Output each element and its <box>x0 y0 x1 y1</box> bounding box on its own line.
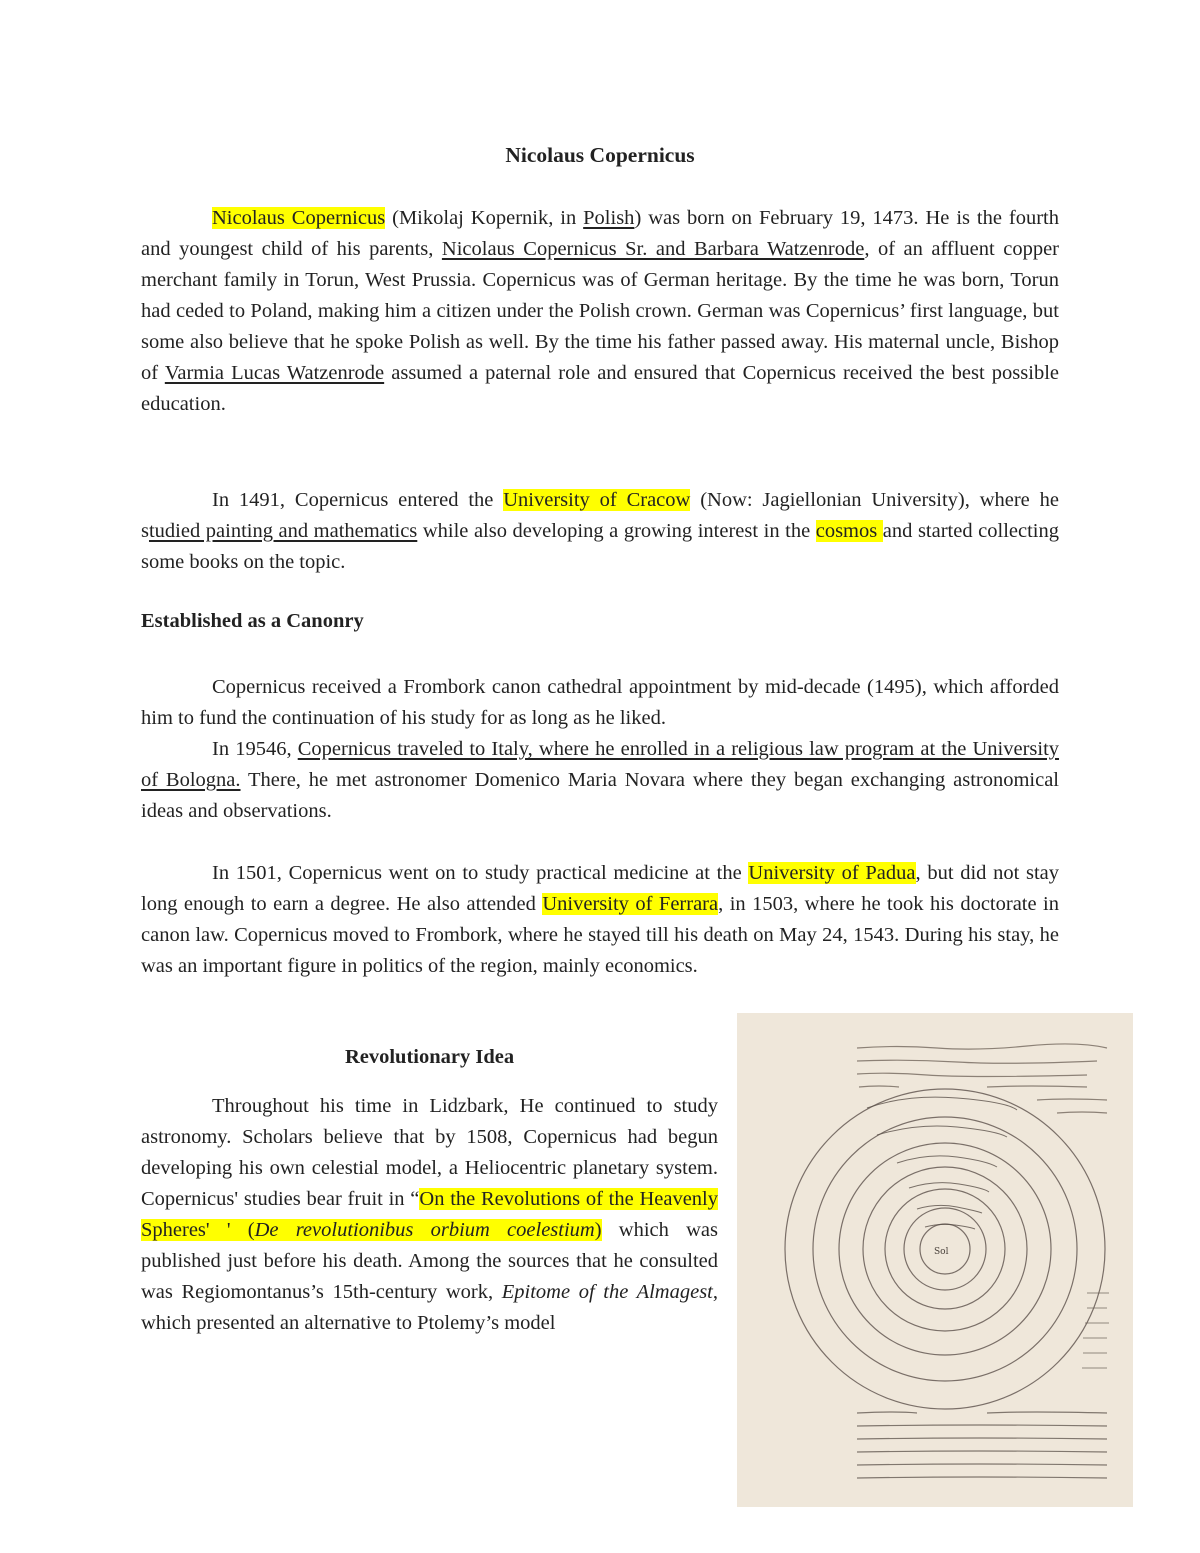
text-span: In 1501, Copernicus went on to study practical medicine at the <box>212 862 749 884</box>
paragraph-padua <box>141 858 1059 982</box>
text-span: In 19546, <box>212 738 298 760</box>
paragraph-canon: Copernicus received a Frombork canon cathedral appointment by mid-decade (1495), which afforded him to fund the continuation of his study for as long as he liked. <box>141 676 1059 729</box>
highlight-cracow: University of Cracow <box>503 489 691 511</box>
link-watzenrode[interactable]: Varmia Lucas Watzenrode <box>164 362 385 384</box>
text-span: , but did not stay long enough to earn a degree. He also attended <box>141 862 1060 915</box>
highlight-latin-title: De revolutionibus orbium coelestium <box>254 1219 595 1241</box>
paragraph-birth <box>141 203 1059 420</box>
highlight-book-title: On the Revolutions of the Heavenly Spheres' ' ( <box>141 1188 719 1241</box>
text-span: (Now: Jagiellonian University), where he s <box>141 489 1059 542</box>
text-span: (Mikolaj Kopernik, in <box>385 207 584 229</box>
text-span: , of an affluent copper merchant family in Torun, West Prussia. Copernicus was of German heritage. By the time he was born, Torun had ceded to Poland, making him a citizen under the Polish crown. German was Copernicus’ first language, but some also believe that he spoke Polish as well. By the time his father passed away. His maternal uncle, Bishop of <box>141 238 1059 384</box>
highlight-paren: ) <box>594 1219 602 1241</box>
text-span: There, he met astronomer Domenico Maria Novara where they began exchanging astronomical ideas and observations. <box>141 769 1059 822</box>
text-span: while also developing a growing interest in the <box>417 520 816 542</box>
page-title: Nicolaus Copernicus <box>505 143 695 167</box>
highlight-padua: University of Padua <box>748 862 916 884</box>
paragraph-revolutionary <box>141 1091 718 1339</box>
text-span: assumed a paternal role and ensured that Copernicus received the best possible education. <box>141 362 1059 415</box>
heading-canonry: Established as a Canonry <box>141 610 364 632</box>
highlight-name: Nicolaus Copernicus <box>212 207 386 229</box>
heliocentric-manuscript-image <box>737 1013 1133 1507</box>
text-span: In 1491, Copernicus entered the <box>212 489 504 511</box>
heading-revolutionary-idea: Revolutionary Idea <box>344 1046 515 1068</box>
text-span: , which presented an alternative to Ptolemy’s model <box>141 1281 718 1334</box>
highlight-ferrara: University of Ferrara <box>542 893 719 915</box>
text-span: ) was born on February 19, 1473. He is the fourth and youngest child of his parents, <box>141 207 1059 260</box>
heliocentric-diagram <box>737 1013 1133 1507</box>
text-span: and started collecting some books on the topic. <box>141 520 1059 573</box>
paragraph-italy <box>141 734 1059 827</box>
underline-studies: tudied painting and mathematics <box>148 520 418 542</box>
text-span: which was published just before his death. Among the sources that he consulted was Regiomontanus’s 15th-century work, <box>141 1219 718 1303</box>
paragraph-university <box>141 485 1059 578</box>
revolutionary-idea-section <box>141 1046 718 1339</box>
epitome-title: Epitome of the Almagest <box>501 1281 713 1303</box>
text-span: , in 1503, where he took his doctorate in canon law. Copernicus moved to Frombork, where he stayed till his death on May 24, 1543. During his stay, he was an important figure in politics of the region, mainly economics. <box>141 893 1059 977</box>
text-span: Throughout his time in Lidzbark, He continued to study astronomy. Scholars believe that by 1508, Copernicus had begun developing his own celestial model, a Heliocentric planetary system. Copernicus' studies bear fruit in “ <box>141 1095 718 1210</box>
link-parents[interactable]: Nicolaus Copernicus Sr. and Barbara Watzenrode <box>441 238 865 260</box>
highlight-cosmos: cosmos <box>815 520 883 542</box>
sun-label: Sol <box>934 1247 949 1257</box>
underline-italy: Copernicus traveled to Italy, where he enrolled in a religious law program at the University of Bologna. <box>141 738 1060 791</box>
link-polish[interactable]: Polish <box>583 207 635 229</box>
